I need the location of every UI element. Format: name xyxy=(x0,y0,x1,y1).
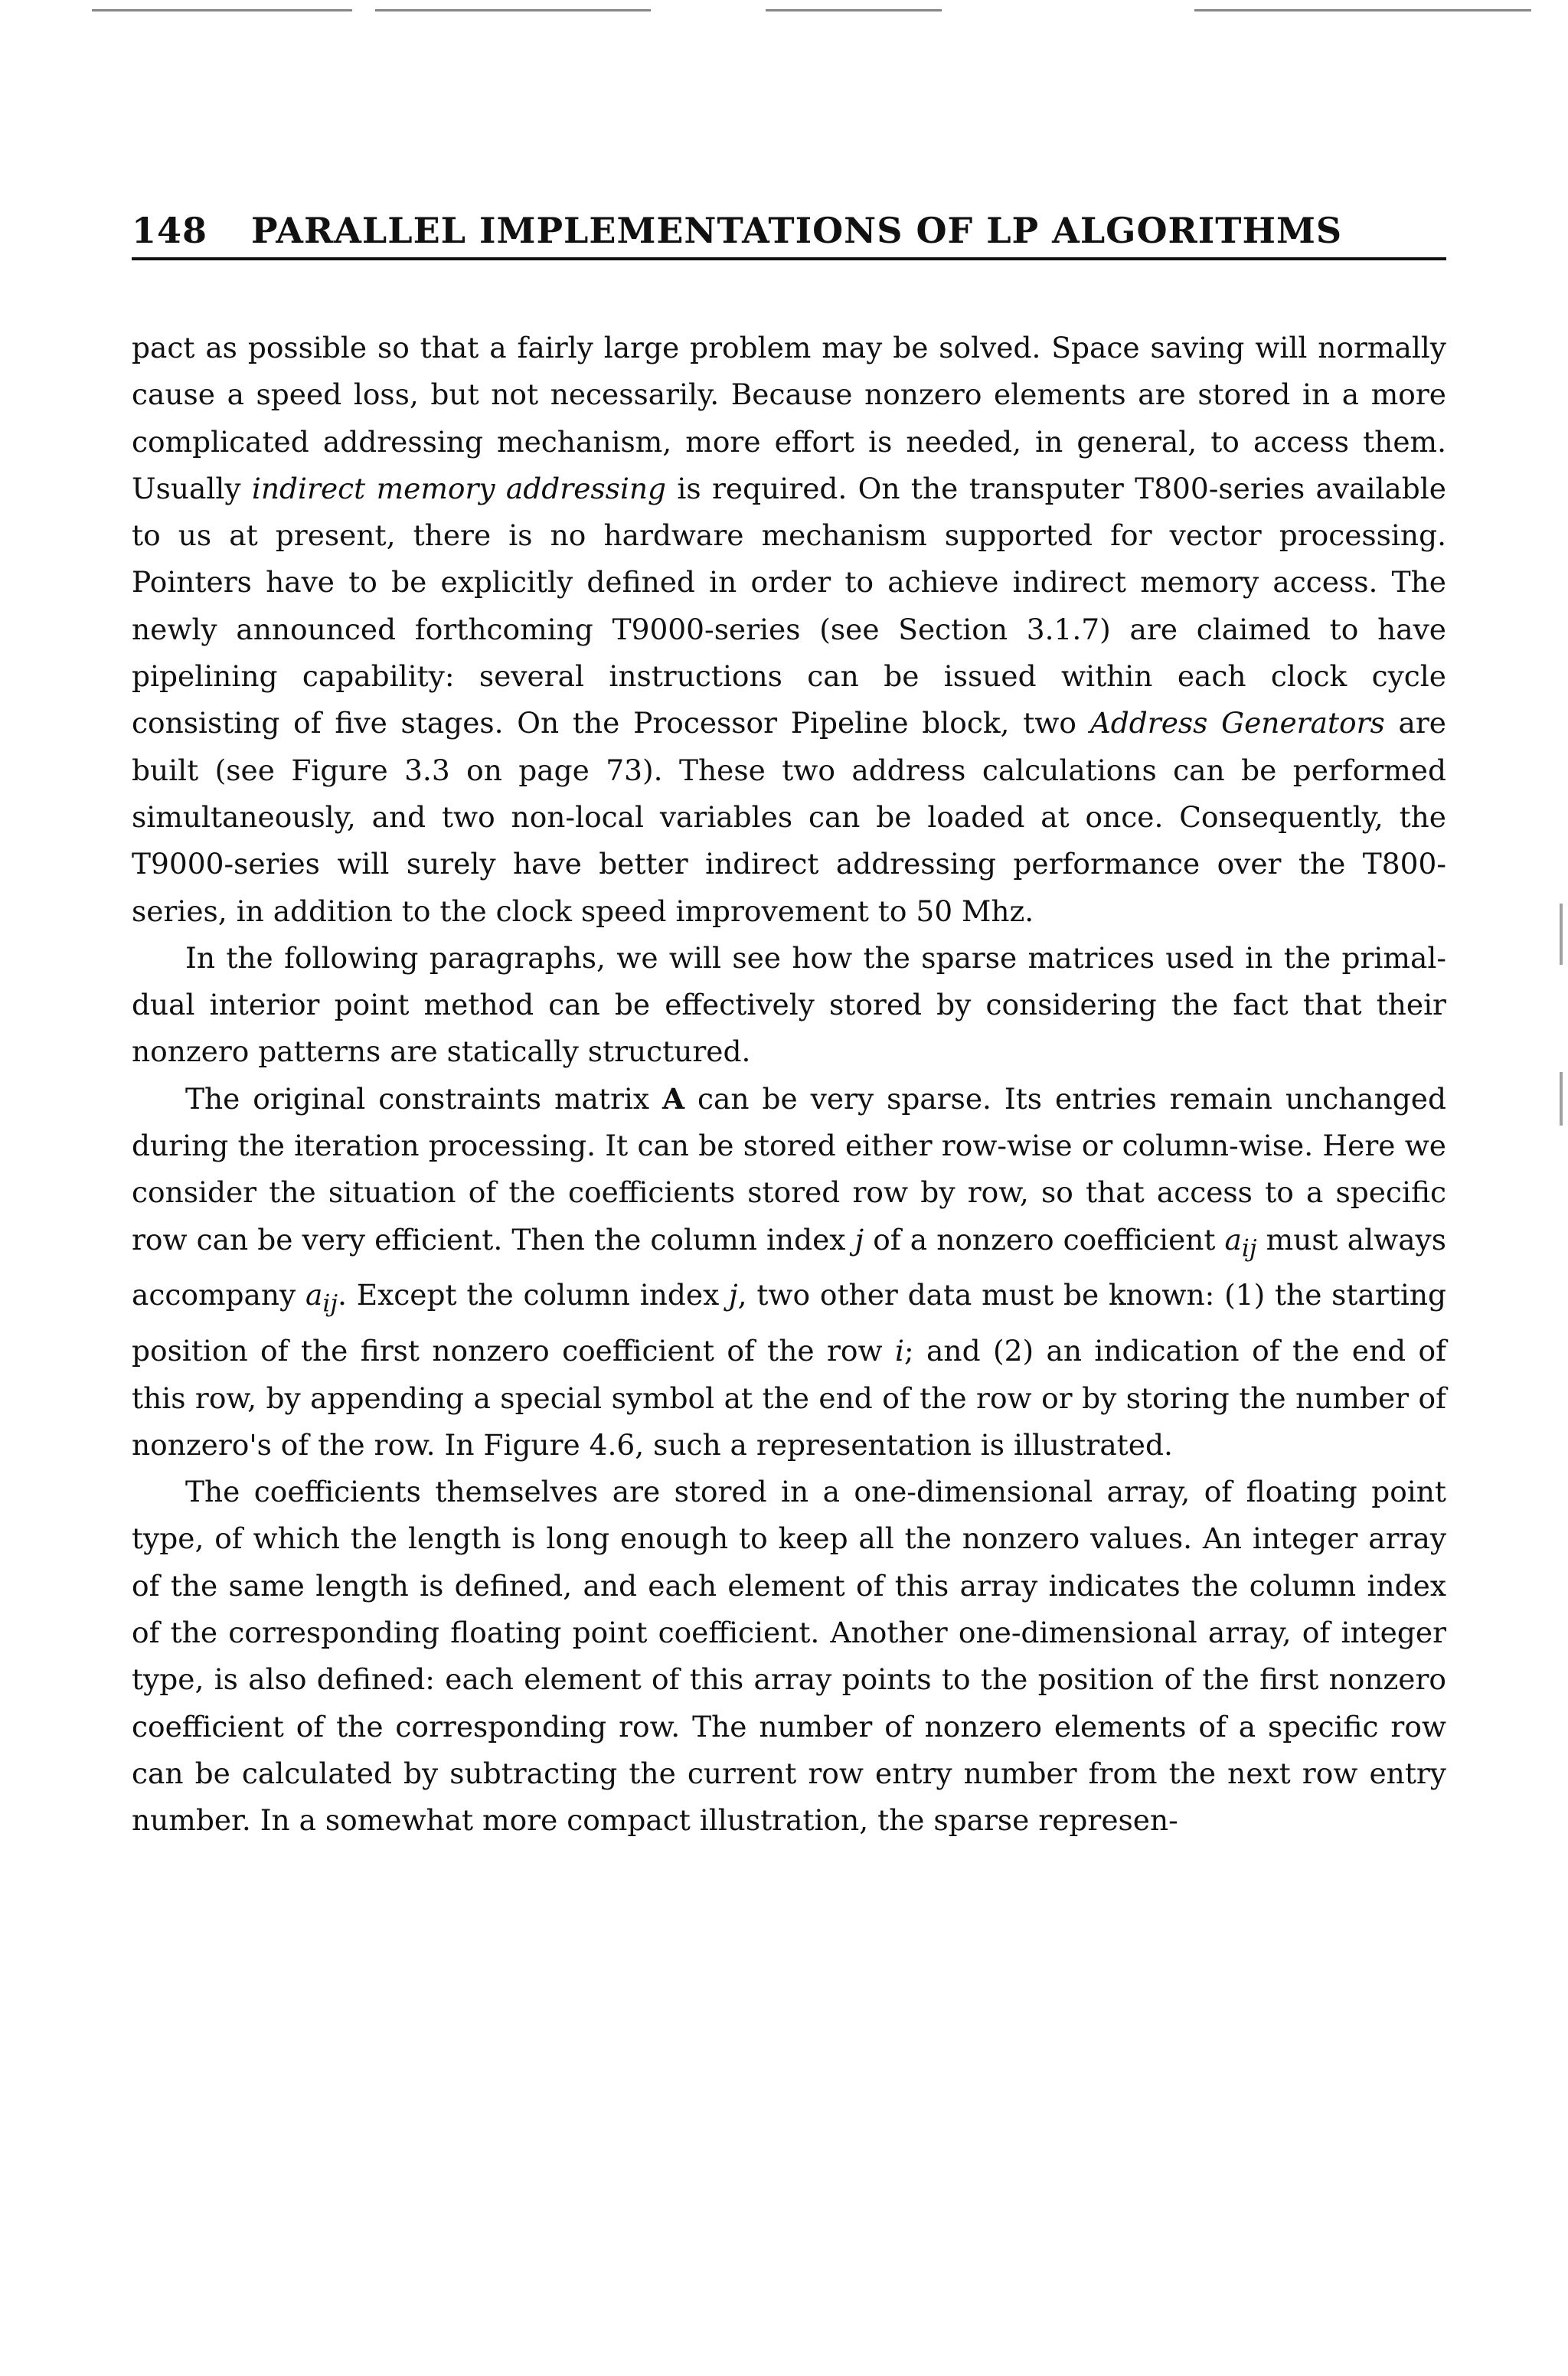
running-header xyxy=(132,210,1446,260)
scan-artifact-line xyxy=(1194,9,1531,11)
scan-artifact-margin xyxy=(1560,1072,1563,1126)
text-run: can be very sparse. Its entries remain unchanged during the iteration processing. It can be stored either row-wise or column-wise. Here we consider the situation of the coefficients stored row by row, so that access to a specific row can be very efficient. Then the column index xyxy=(132,1081,1446,1257)
paragraph-2: In the following paragraphs, we will see how the sparse matrices used in the primal-dual interior point method can be effectively stored by considering the fact that their nonzero patterns are statically structured. xyxy=(132,940,1446,1069)
math-subscript xyxy=(1242,1234,1257,1262)
text-run: , two other data must be known: (1) the starting position of the first nonzero coefficient of the row xyxy=(132,1278,1446,1368)
math-variable: j xyxy=(729,1278,738,1312)
scan-artifact-line xyxy=(375,9,651,11)
math-subscript-text: ij xyxy=(322,1289,338,1318)
scan-artifact-line xyxy=(92,9,352,11)
paragraph-4: The coefficients themselves are stored in a one-dimensional array, of floating point type, of which the length is long enough to keep all the nonzero values. An integer array of the same length is defined, and each element of this array indicates the column index of the corresponding floating point coefficient. Another one-dimensional array, of integer type, is also defined: each element of this array points to the position of the first nonzero coefficient of the corresponding row. The number of nonzero elements of a specific row can be calculated by subtracting the current row entry number from the next row entry number. In a somewhat more compact illustration, the sparse represen- xyxy=(132,1475,1446,1838)
math-subscript xyxy=(322,1290,338,1318)
text-run: pact as possible so that a fairly large problem may be solved. Space saving will normally cause a speed loss, but not necessarily. Because nonzero elements are stored in a more complicated addressing mechanism, more effort is needed, in general, to access them. Usually xyxy=(132,331,1446,505)
text-run: is required. On the transputer T800-series available to us at present, there is no hardware mechanism supported for vector processing. Pointers have to be explicitly defined in order to achieve indirect memory access. The newly announced forthcoming T9000-series (see Section 3.1.7) are claimed to have pipelining capability: several instructions can be issued within each clock cycle consisting of five stages. On the Processor Pipeline block, two xyxy=(132,471,1446,740)
math-variable: a xyxy=(305,1278,323,1312)
emphasis: indirect memory addressing xyxy=(251,471,667,505)
matrix-symbol: A xyxy=(662,1081,685,1116)
math-variable: a xyxy=(1224,1222,1242,1257)
scan-artifact-line xyxy=(766,9,942,11)
scan-artifact-margin xyxy=(1560,904,1563,965)
math-subscript-text: ij xyxy=(1241,1234,1257,1263)
paragraph-3 xyxy=(132,1076,1446,1469)
body-text xyxy=(132,325,1446,1845)
math-variable: i xyxy=(895,1334,905,1368)
text-run: The original constraints matrix xyxy=(185,1081,662,1116)
page-number: 148 xyxy=(132,210,208,251)
text-run: ; and (2) an indication of the end of this row, by appending a special symbol at the end of the row or by storing the number of nonzero's of the row. In Figure 4.6, such a representation is illustrated. xyxy=(132,1334,1447,1462)
text-run: . Except the column index xyxy=(338,1278,730,1312)
emphasis: Address Generators xyxy=(1089,706,1385,740)
running-title: PARALLEL IMPLEMENTATIONS OF LP ALGORITHMS xyxy=(251,210,1343,251)
text-run: must always accompany xyxy=(132,1222,1446,1312)
text-run: are built (see Figure 3.3 on page 73). These two address calculations can be performed simultaneously, and two non-local variables can be loaded at once. Consequently, the T9000-series will surely have better indirect addressing performance over the T800-series, in addition to the clock speed improvement to 50 Mhz. xyxy=(132,706,1446,928)
math-variable: j xyxy=(854,1222,864,1257)
text-run: of a nonzero coefficient xyxy=(864,1222,1225,1257)
paragraph-1 xyxy=(132,325,1446,935)
